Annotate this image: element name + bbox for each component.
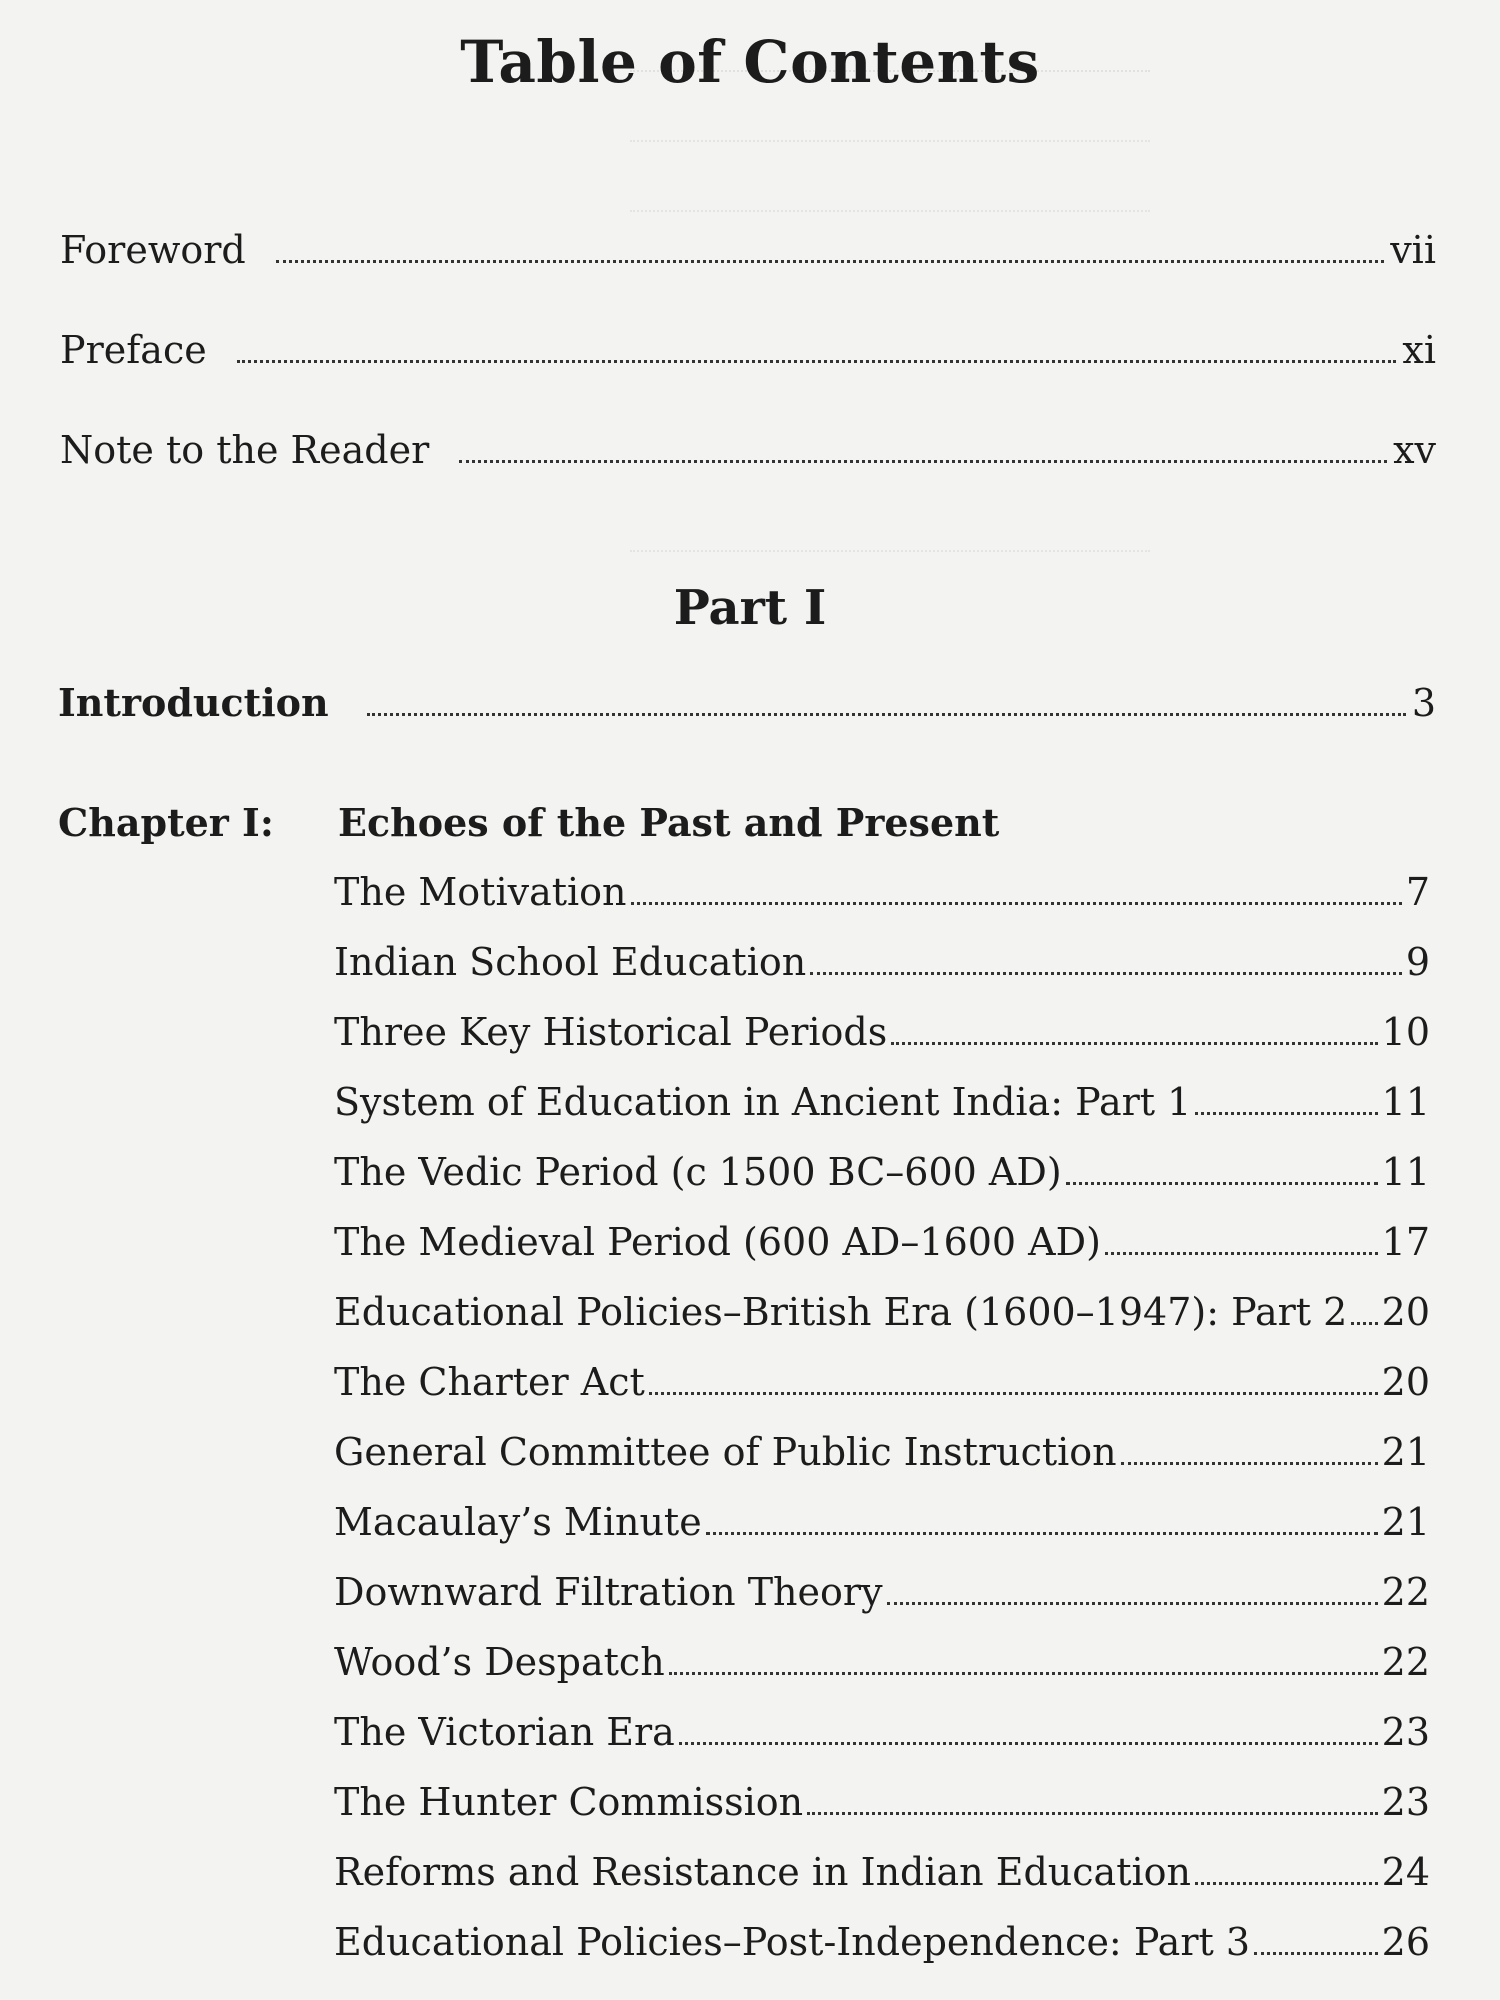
dot-leader bbox=[1195, 1855, 1378, 1885]
toc-section-entry[interactable] bbox=[334, 940, 1430, 984]
toc-entry-page: 24 bbox=[1381, 1850, 1430, 1894]
toc-entry-label: Foreword bbox=[60, 228, 246, 272]
toc-entry-label: Three Key Historical Periods bbox=[334, 1010, 888, 1054]
dot-leader bbox=[1195, 1085, 1377, 1115]
toc-entry-page: 3 bbox=[1411, 681, 1436, 725]
toc-section-entry[interactable] bbox=[334, 1360, 1430, 1404]
chapter-label: Chapter I: bbox=[58, 800, 274, 845]
bleed-through-line bbox=[630, 110, 1150, 142]
toc-section-entry[interactable] bbox=[334, 1290, 1430, 1334]
toc-entry-page: 11 bbox=[1381, 1080, 1430, 1124]
chapter-title[interactable]: Echoes of the Past and Present bbox=[338, 800, 1000, 845]
toc-entry-label: The Hunter Commission bbox=[334, 1780, 804, 1824]
toc-section-entry[interactable] bbox=[334, 1080, 1430, 1124]
toc-entry-introduction[interactable] bbox=[58, 680, 1436, 725]
dot-leader bbox=[669, 1645, 1378, 1675]
toc-entry-page: xi bbox=[1402, 328, 1436, 372]
toc-section-entry[interactable] bbox=[334, 1010, 1430, 1054]
toc-entry-page: 23 bbox=[1381, 1780, 1430, 1824]
toc-entry-page: 22 bbox=[1381, 1640, 1430, 1684]
toc-entry-label: General Committee of Public Instruction bbox=[334, 1430, 1117, 1474]
dot-leader bbox=[1254, 1925, 1378, 1955]
toc-entry-preface[interactable] bbox=[60, 328, 1436, 372]
dot-leader bbox=[649, 1365, 1378, 1395]
toc-entry-foreword[interactable] bbox=[60, 228, 1436, 272]
toc-entry-label: Reforms and Resistance in Indian Education bbox=[334, 1850, 1191, 1894]
toc-entry-page: 10 bbox=[1381, 1010, 1430, 1054]
toc-entry-page: 11 bbox=[1381, 1150, 1430, 1194]
toc-entry-label: Introduction bbox=[58, 680, 329, 725]
toc-section-entry[interactable] bbox=[334, 1570, 1430, 1614]
dot-leader bbox=[887, 1575, 1378, 1605]
toc-entry-page: 20 bbox=[1381, 1360, 1430, 1404]
toc-entry-label: Macaulay’s Minute bbox=[334, 1500, 702, 1544]
bleed-through-line bbox=[630, 180, 1150, 212]
dot-leader bbox=[1105, 1225, 1378, 1255]
dot-leader bbox=[367, 686, 1406, 716]
toc-section-entry[interactable] bbox=[334, 1780, 1430, 1824]
dot-leader bbox=[891, 1015, 1377, 1045]
toc-entry-page: 22 bbox=[1381, 1570, 1430, 1614]
toc-entry-page: 23 bbox=[1381, 1710, 1430, 1754]
toc-section-entry[interactable] bbox=[334, 1150, 1430, 1194]
toc-entry-page: vii bbox=[1390, 228, 1436, 272]
toc-entry-page: 7 bbox=[1405, 870, 1430, 914]
dot-leader bbox=[276, 233, 1385, 263]
toc-entry-label: Educational Policies–British Era (1600–1947): Part 2 bbox=[334, 1290, 1348, 1334]
toc-entry-label: The Medieval Period (600 AD–1600 AD) bbox=[334, 1220, 1101, 1264]
toc-entry-page: 21 bbox=[1381, 1500, 1430, 1544]
toc-section-entry[interactable] bbox=[334, 1500, 1430, 1544]
toc-section-entry[interactable] bbox=[334, 1850, 1430, 1894]
toc-entry-label: System of Education in Ancient India: Part 1 bbox=[334, 1080, 1192, 1124]
dot-leader bbox=[631, 875, 1402, 905]
toc-entry-label: Note to the Reader bbox=[60, 428, 430, 472]
dot-leader bbox=[679, 1715, 1378, 1745]
toc-section-entry[interactable] bbox=[334, 1430, 1430, 1474]
toc-entry-label: Indian School Education bbox=[334, 940, 807, 984]
toc-section-entry[interactable] bbox=[334, 870, 1430, 914]
toc-section-entry[interactable] bbox=[334, 1710, 1430, 1754]
part-heading: Part I bbox=[673, 580, 827, 636]
toc-entry-label: The Victorian Era bbox=[334, 1710, 675, 1754]
toc-entry-label: Educational Policies–Post-Independence: Part 3 bbox=[334, 1920, 1251, 1964]
dot-leader bbox=[706, 1505, 1378, 1535]
toc-entry-label: The Vedic Period (c 1500 BC–600 AD) bbox=[334, 1150, 1062, 1194]
toc-entry-label: The Motivation bbox=[334, 870, 627, 914]
dot-leader bbox=[810, 945, 1402, 975]
dot-leader bbox=[807, 1785, 1377, 1815]
toc-entry-label: Downward Filtration Theory bbox=[334, 1570, 883, 1614]
toc-entry-label: The Charter Act bbox=[334, 1360, 645, 1404]
dot-leader bbox=[237, 333, 1397, 363]
toc-entry-page: 9 bbox=[1405, 940, 1430, 984]
toc-entry-page: 26 bbox=[1381, 1920, 1430, 1964]
toc-section-entry[interactable] bbox=[334, 1220, 1430, 1264]
toc-entry-page: 17 bbox=[1381, 1220, 1430, 1264]
bleed-through-line bbox=[630, 520, 1150, 552]
toc-section-entry[interactable] bbox=[334, 1920, 1430, 1964]
dot-leader bbox=[1351, 1295, 1377, 1325]
toc-entry-note-to-reader[interactable] bbox=[60, 428, 1436, 472]
toc-section-entry[interactable] bbox=[334, 1640, 1430, 1684]
toc-entry-label: Wood’s Despatch bbox=[334, 1640, 665, 1684]
toc-entry-page: xv bbox=[1393, 428, 1436, 472]
dot-leader bbox=[459, 433, 1387, 463]
page-title: Table of Contents bbox=[460, 28, 1040, 96]
dot-leader bbox=[1121, 1435, 1378, 1465]
toc-entry-page: 20 bbox=[1381, 1290, 1430, 1334]
dot-leader bbox=[1066, 1155, 1378, 1185]
toc-entry-label: Preface bbox=[60, 328, 207, 372]
toc-entry-page: 21 bbox=[1381, 1430, 1430, 1474]
